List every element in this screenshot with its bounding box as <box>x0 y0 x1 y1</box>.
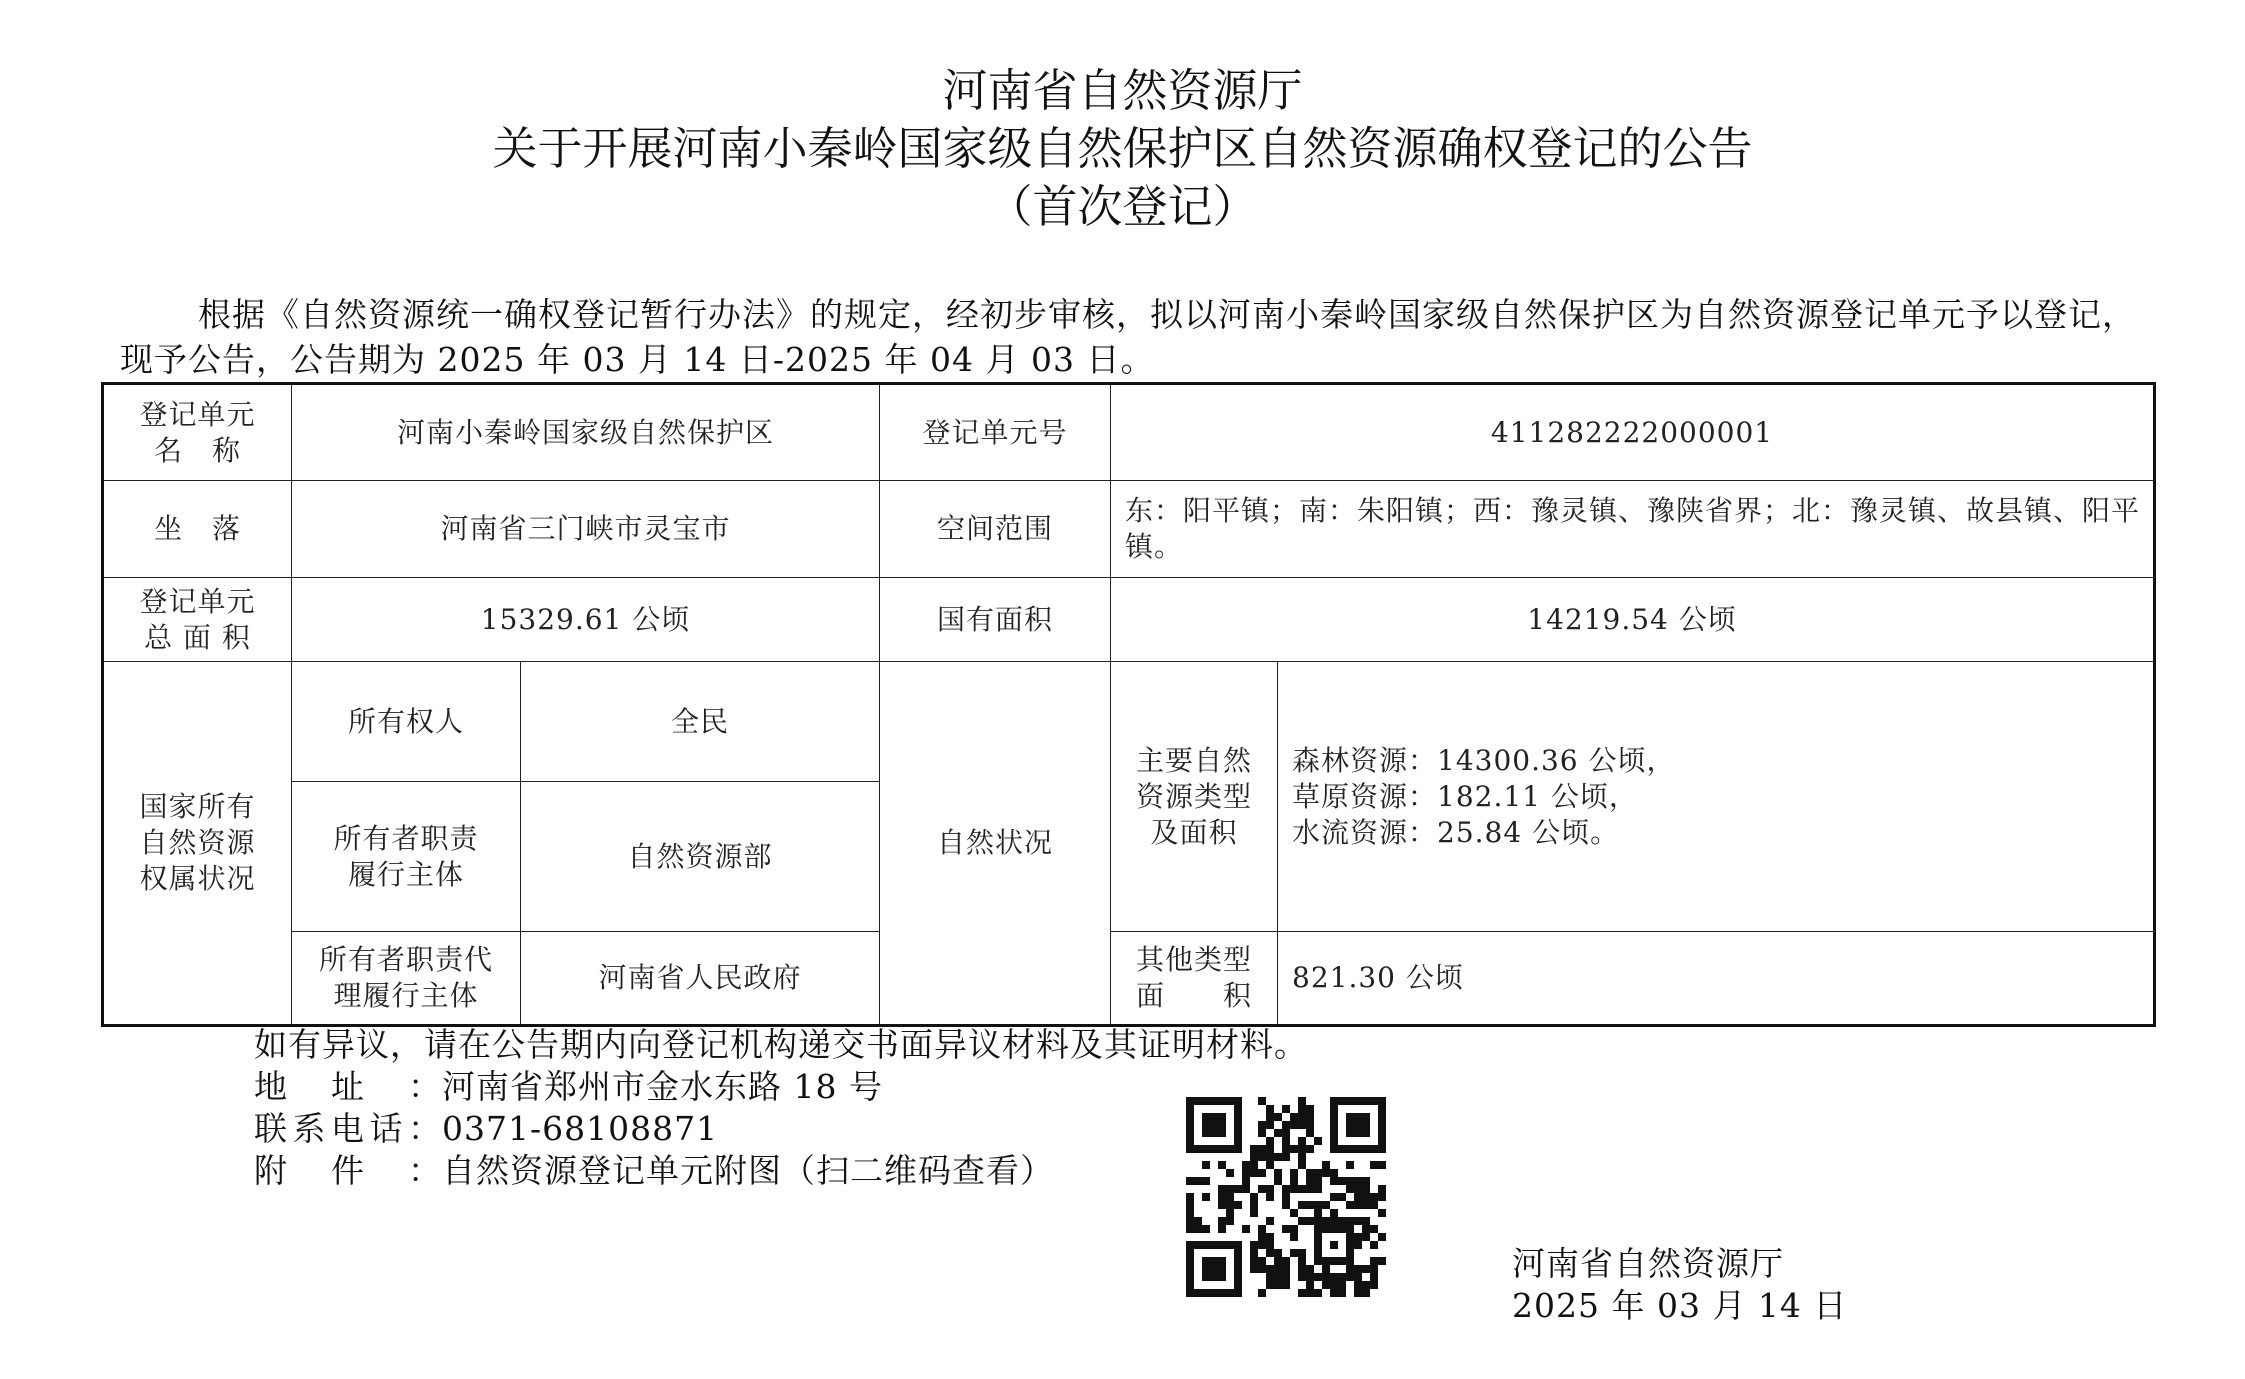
owner-value: 全民 <box>521 662 880 782</box>
ownership-label: 国家所有 自然资源 权属状况 <box>103 662 292 1026</box>
scope-label: 空间范围 <box>880 481 1111 578</box>
total-area-label: 登记单元 总 面 积 <box>103 578 292 662</box>
unit-name-label: 登记单元 名 称 <box>103 384 292 481</box>
other-area-label: 其他类型 面 积 <box>1111 932 1278 1026</box>
table-row <box>103 578 2155 662</box>
main-resources-value: 森林资源：14300.36 公顷， 草原资源：182.11 公顷， 水流资源：25.84 公顷。 <box>1278 662 2155 932</box>
unit-no-label: 登记单元号 <box>880 384 1111 481</box>
objection-text: 如有异议，请在公告期内向登记机构递交书面异议材料及其证明材料。 <box>254 1025 1308 1064</box>
location-value: 河南省三门峡市灵宝市 <box>292 481 880 578</box>
main-resources-label: 主要自然 资源类型 及面积 <box>1111 662 1278 932</box>
title-line-3: （首次登记） <box>987 180 1258 233</box>
attachment-label: 附件： <box>254 1151 442 1190</box>
agent-holder-label: 所有者职责代 理履行主体 <box>292 932 521 1026</box>
phone-label: 联系电话： <box>254 1109 442 1148</box>
location-label: 坐 落 <box>103 481 292 578</box>
table-row <box>103 481 2155 578</box>
other-area-value: 821.30 公顷 <box>1278 932 2155 1026</box>
state-area-label: 国有面积 <box>880 578 1111 662</box>
issuing-organization: 河南省自然资源厅 <box>1512 1244 1784 1283</box>
intro-paragraph: 根据《自然资源统一确权登记暂行办法》的规定，经初步审核，拟以河南小秦岭国家级自然保护区为自然资源登记单元予以登记，现予公告，公告期为 2025 年 03 月 14 日-2025 年 04 月 03 日。 <box>120 295 2136 379</box>
unit-no-value: 411282222000001 <box>1111 384 2155 481</box>
footer-info <box>254 1024 1308 1192</box>
signature-block <box>1512 1243 1847 1327</box>
table-row <box>103 932 2155 1026</box>
table-row <box>103 384 2155 481</box>
state-area-value: 14219.54 公顷 <box>1111 578 2155 662</box>
title-line-1: 河南省自然资源厅 <box>942 64 1303 117</box>
duty-holder-value: 自然资源部 <box>521 782 880 932</box>
address-label: 地址： <box>254 1067 442 1106</box>
address-value: 河南省郑州市金水东路 18 号 <box>442 1067 883 1106</box>
duty-holder-label: 所有者职责 履行主体 <box>292 782 521 932</box>
registration-table <box>101 382 2156 1027</box>
natural-status-label: 自然状况 <box>880 662 1111 1026</box>
title-line-2: 关于开展河南小秦岭国家级自然保护区自然资源确权登记的公告 <box>492 122 1753 175</box>
scope-value: 东：阳平镇；南：朱阳镇；西：豫灵镇、豫陕省界；北：豫灵镇、故县镇、阳平镇。 <box>1111 481 2155 578</box>
issue-date: 2025 年 03 月 14 日 <box>1512 1286 1848 1325</box>
notice-title <box>0 62 2245 236</box>
table-row <box>103 662 2155 782</box>
unit-name-value: 河南小秦岭国家级自然保护区 <box>292 384 880 481</box>
phone-value: 0371-68108871 <box>442 1109 719 1148</box>
attachment-value: 自然资源登记单元附图（扫二维码查看） <box>442 1151 1054 1190</box>
qr-code-icon[interactable] <box>1186 1097 1386 1297</box>
owner-label: 所有权人 <box>292 662 521 782</box>
agent-holder-value: 河南省人民政府 <box>521 932 880 1026</box>
total-area-value: 15329.61 公顷 <box>292 578 880 662</box>
